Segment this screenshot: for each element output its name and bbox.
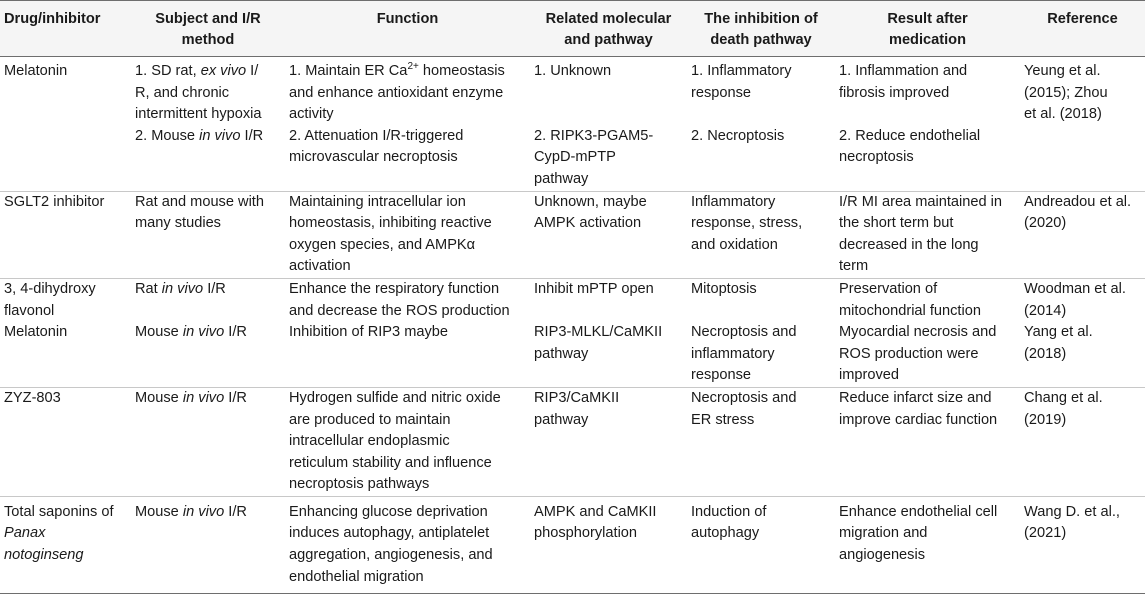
drug-name: ZYZ-803: [4, 389, 61, 406]
cell-inhibition: [687, 322, 835, 387]
related-text: AMPK and CaMKII: [534, 503, 657, 520]
subject-text: Rat in vivo I/R: [135, 280, 226, 297]
header-reference: [1020, 1, 1145, 57]
table-row: [0, 278, 1145, 322]
function-text: activity: [289, 106, 334, 123]
subject-text: Mouse in vivo I/R: [135, 389, 247, 406]
inhibition-text: and oxidation: [691, 236, 778, 253]
cell-drug: [0, 57, 131, 126]
header-reference-text: Reference: [1047, 11, 1118, 27]
cell-drug: [0, 322, 131, 387]
result-text: decreased in the long: [839, 236, 979, 253]
cell-function: [285, 126, 530, 191]
header-inhibition-death-pathway: [687, 1, 835, 57]
subject-text: Mouse in vivo I/R: [135, 324, 247, 341]
subject-text: Mouse in vivo I/R: [135, 503, 247, 520]
cell-subject: [131, 387, 285, 496]
result-text: mitochondrial function: [839, 302, 981, 319]
function-text: are produced to maintain: [289, 411, 451, 428]
cell-function: [285, 278, 530, 322]
reference-text: (2015); Zhou: [1024, 84, 1108, 101]
cell-drug: [0, 387, 131, 496]
related-text: Inhibit mPTP open: [534, 280, 654, 297]
result-text: improved: [839, 367, 900, 384]
cell-subject: [131, 191, 285, 278]
function-text: 2. Attenuation I/R-triggered: [289, 127, 464, 144]
function-text: Maintaining intracellular ion: [289, 193, 466, 210]
drug-name: flavonol: [4, 302, 55, 319]
cell-subject: [131, 278, 285, 322]
function-text: reticulum stability and influence: [289, 454, 492, 471]
cell-related: [530, 278, 687, 322]
reference-text: (2021): [1024, 525, 1067, 542]
function-text: Enhance the respiratory function: [289, 280, 500, 297]
cell-function: [285, 387, 530, 496]
inhibition-text: 1. Inflammatory: [691, 63, 792, 79]
result-text: 1. Inflammation and: [839, 63, 968, 79]
inhibition-text: inflammatory: [691, 345, 775, 362]
reference-text: Yeung et al.: [1024, 63, 1101, 79]
cell-reference: [1020, 191, 1145, 278]
reference-text: Andreadou et al.: [1024, 193, 1132, 210]
header-result-after-medication: [835, 1, 1020, 57]
table-row: [0, 57, 1145, 126]
subject-text: many studies: [135, 215, 221, 232]
cell-result: [835, 387, 1020, 496]
subject-text: Rat and mouse with: [135, 193, 264, 210]
cell-reference: [1020, 278, 1145, 322]
function-text: Inhibition of RIP3 maybe: [289, 324, 448, 341]
header-result-line2: medication: [888, 32, 967, 48]
cell-function: [285, 496, 530, 593]
inhibition-text: Necroptosis and: [691, 324, 797, 341]
related-text: 2. RIPK3-PGAM5-: [534, 127, 654, 144]
reference-text: Yang et al.: [1024, 324, 1093, 341]
result-text: I/R MI area maintained in: [839, 193, 1003, 210]
result-text: Myocardial necrosis and: [839, 324, 997, 341]
inhibition-text: response: [691, 367, 752, 384]
reference-text: Woodman et al.: [1024, 280, 1126, 297]
header-drug-text: Drug/inhibitor: [4, 11, 101, 27]
result-text: Enhance endothelial cell: [839, 503, 998, 520]
header-drug-inhibitor: [0, 1, 131, 57]
header-subject-line2: method: [181, 32, 235, 48]
cell-reference: [1020, 57, 1145, 192]
table-row-continuation: [0, 126, 1145, 191]
inhibition-text: Inflammatory: [691, 193, 776, 210]
cell-related: [530, 387, 687, 496]
cell-inhibition: [687, 496, 835, 593]
function-text: homeostasis, inhibiting reactive: [289, 215, 492, 232]
cell-related: [530, 496, 687, 593]
result-text: migration and: [839, 525, 928, 542]
header-related-line1: Related molecular: [545, 11, 672, 27]
cell-result: [835, 278, 1020, 322]
reference-text: Wang D. et al.,: [1024, 503, 1120, 520]
related-text: AMPK activation: [534, 215, 642, 232]
cell-inhibition: [687, 191, 835, 278]
result-text: 2. Reduce endothelial: [839, 127, 981, 144]
related-text: pathway: [534, 345, 589, 362]
cell-drug: [0, 496, 131, 593]
function-text: oxygen species, and AMPKα: [289, 236, 476, 253]
cell-inhibition: [687, 57, 835, 126]
cell-result: [835, 126, 1020, 191]
related-text: RIP3-MLKL/CaMKII: [534, 324, 663, 341]
cell-function: [285, 322, 530, 387]
reference-text: et al. (2018): [1024, 106, 1102, 123]
inhibition-text: ER stress: [691, 411, 755, 428]
function-text: Hydrogen sulfide and nitric oxide: [289, 389, 501, 406]
cell-drug: [0, 278, 131, 322]
drug-name-italic: notoginseng: [4, 547, 84, 564]
cell-reference: [1020, 496, 1145, 593]
result-text: Reduce infarct size and: [839, 389, 992, 406]
subject-text: 2. Mouse in vivo I/R: [135, 127, 264, 144]
result-text: improve cardiac function: [839, 411, 998, 428]
function-text: and enhance antioxidant enzyme: [289, 84, 504, 101]
result-text: term: [839, 258, 869, 275]
cell-related: [530, 126, 687, 191]
result-text: fibrosis improved: [839, 84, 950, 101]
table-header-row: [0, 1, 1145, 57]
reference-text: Chang et al.: [1024, 389, 1103, 406]
inhibition-text: autophagy: [691, 525, 760, 542]
function-text: and decrease the ROS production: [289, 302, 510, 319]
reference-text: (2014): [1024, 302, 1067, 319]
cell-related: [530, 322, 687, 387]
related-text: CypD-mPTP: [534, 149, 616, 166]
cell-subject: [131, 126, 285, 191]
function-text: Enhancing glucose deprivation: [289, 503, 488, 520]
subject-text: intermittent hypoxia: [135, 106, 262, 123]
inhibition-text: Necroptosis and: [691, 389, 797, 406]
cell-reference: [1020, 322, 1145, 387]
cell-result: [835, 496, 1020, 593]
subject-text: R, and chronic: [135, 84, 230, 101]
reference-text: (2018): [1024, 345, 1067, 362]
cell-subject: [131, 322, 285, 387]
result-text: angiogenesis: [839, 547, 926, 564]
cell-result: [835, 57, 1020, 126]
drug-name: SGLT2 inhibitor: [4, 193, 105, 210]
drug-name: Total saponins of: [4, 503, 114, 520]
cell-result: [835, 191, 1020, 278]
reference-text: (2019): [1024, 411, 1067, 428]
inhibition-text: 2. Necroptosis: [691, 127, 785, 144]
header-inhibition-line1: The inhibition of: [704, 11, 818, 27]
function-text: aggregation, angiogenesis, and: [289, 547, 493, 564]
function-text: intracellular endoplasmic: [289, 433, 450, 450]
inhibition-text: response: [691, 84, 752, 101]
header-related-pathway: [530, 1, 687, 57]
header-subject-method: [131, 1, 285, 57]
header-function: [285, 1, 530, 57]
related-text: pathway: [534, 170, 589, 187]
header-subject-line1: Subject and I/R: [155, 11, 261, 27]
function-text: necroptosis pathways: [289, 476, 430, 493]
table-row: [0, 191, 1145, 278]
function-text: activation: [289, 258, 351, 275]
related-text: 1. Unknown: [534, 63, 612, 79]
cell-subject: [131, 496, 285, 593]
related-text: RIP3/CaMKII: [534, 389, 620, 406]
inhibition-text: response, stress,: [691, 215, 803, 232]
drug-name: 3, 4-dihydroxy: [4, 280, 96, 297]
header-function-text: Function: [376, 11, 439, 27]
header-related-line2: and pathway: [564, 32, 653, 48]
subject-text: 1. SD rat, ex vivo I/: [135, 63, 259, 79]
superscript-charge: 2+: [407, 61, 419, 73]
cell-drug-empty: [0, 126, 131, 191]
cell-inhibition: [687, 278, 835, 322]
cell-drug: [0, 191, 131, 278]
result-text: ROS production were: [839, 345, 979, 362]
cell-inhibition: [687, 126, 835, 191]
cell-related: [530, 191, 687, 278]
cell-function: [285, 57, 530, 126]
inhibition-text: Mitoptosis: [691, 280, 757, 297]
related-text: phosphorylation: [534, 525, 638, 542]
inhibition-text: Induction of: [691, 503, 767, 520]
cell-reference: [1020, 387, 1145, 496]
table-row: [0, 387, 1145, 496]
function-text: 1. Maintain ER $Ca^{2+}$ homeostasis: [289, 61, 505, 79]
cell-result: [835, 322, 1020, 387]
table-row: [0, 322, 1145, 387]
related-text: Unknown, maybe: [534, 193, 647, 210]
drug-name-italic: Panax: [4, 525, 46, 542]
function-text: microvascular necroptosis: [289, 149, 458, 166]
drug-name: Melatonin: [4, 63, 68, 79]
cell-inhibition: [687, 387, 835, 496]
cell-related: [530, 57, 687, 126]
cell-function: [285, 191, 530, 278]
cell-subject: [131, 57, 285, 126]
header-inhibition-line2: death pathway: [710, 32, 812, 48]
function-text: induces autophagy, antiplatelet: [289, 525, 490, 542]
drug-name: Melatonin: [4, 324, 68, 341]
related-text: pathway: [534, 411, 589, 428]
reference-text: (2020): [1024, 215, 1067, 232]
function-text: endothelial migration: [289, 568, 424, 585]
result-text: Preservation of: [839, 280, 938, 297]
result-text: necroptosis: [839, 149, 914, 166]
table-row: [0, 496, 1145, 593]
result-text: the short term but: [839, 215, 954, 232]
header-result-line1: Result after: [887, 11, 968, 27]
